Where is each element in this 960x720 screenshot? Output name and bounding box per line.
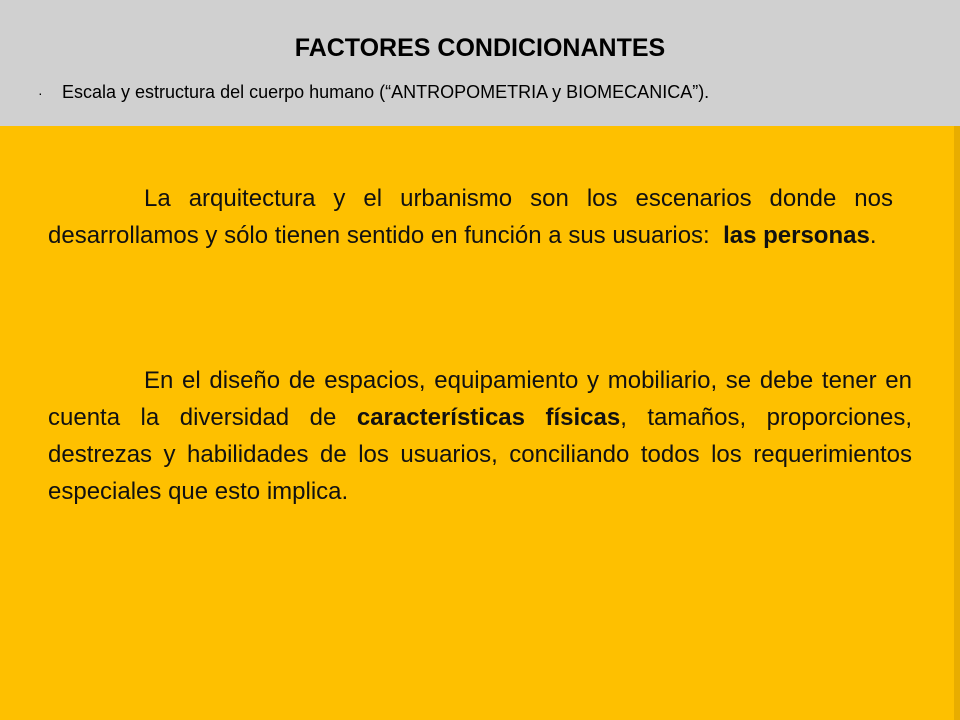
paragraph-2-text-b: , tamaños, proporciones, destrezas y habilidades de los usuarios, conciliando todos los requerimientos especiales que esto implica. xyxy=(48,404,913,505)
content-area xyxy=(0,126,960,720)
paragraph-2 xyxy=(48,362,912,510)
paragraph-1-emphasis: las personas xyxy=(723,222,870,249)
paragraph-2-text-a: En el diseño de espacios, equipamiento y mobiliario, se debe tener en cuenta la diversidad de xyxy=(48,367,912,431)
paragraph-2-emphasis: características físicas xyxy=(356,404,621,431)
paragraph-1-end: . xyxy=(869,222,877,249)
slide-title: FACTORES CONDICIONANTES xyxy=(294,34,666,62)
paragraph-1-text: La arquitectura y el urbanismo son los escenarios donde nos desarrollamos y sólo tienen sentido en función a sus usuarios: xyxy=(48,185,893,249)
bullet-icon: · xyxy=(38,85,43,101)
slide-header xyxy=(0,0,960,126)
slide-subtitle xyxy=(38,82,709,103)
subtitle-text: Escala y estructura del cuerpo humano (“ANTROPOMETRIA y BIOMECANICA”). xyxy=(62,82,710,102)
paragraph-1 xyxy=(48,180,893,254)
content-edge xyxy=(954,126,960,720)
